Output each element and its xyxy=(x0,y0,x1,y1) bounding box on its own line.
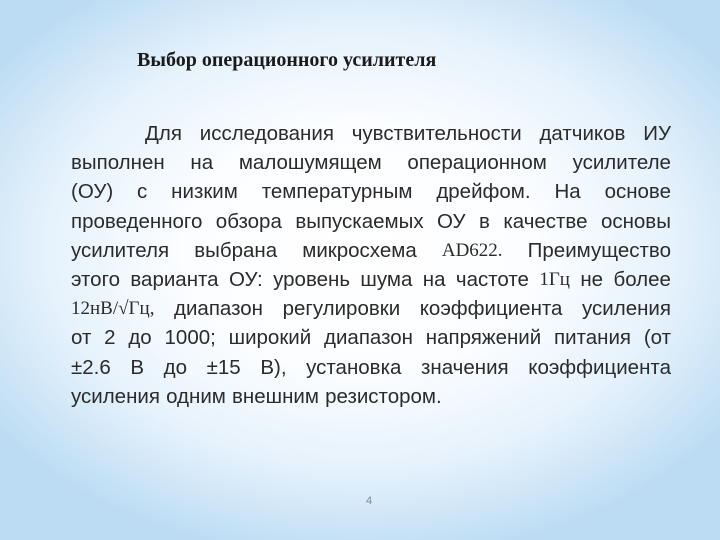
paragraph-word: усиления xyxy=(582,297,671,321)
paragraph-word: напряжений xyxy=(425,326,542,350)
paragraph-word: более xyxy=(613,267,671,291)
paragraph-word: частоте xyxy=(455,267,529,291)
paragraph-word: малошумящем xyxy=(238,151,382,175)
paragraph-word: 12нВ/√Гц, xyxy=(71,298,155,320)
paragraph-word: питания xyxy=(554,326,632,350)
paragraph-word: (от xyxy=(643,326,671,350)
paragraph-word: исследования xyxy=(199,122,334,145)
paragraph-word: от xyxy=(71,326,92,350)
paragraph-word: ±15 xyxy=(206,355,241,379)
paragraph-line xyxy=(71,294,671,323)
paragraph-word: ±2.6 xyxy=(71,355,111,379)
paragraph-word: Для xyxy=(145,122,182,145)
paragraph-word: коэффициента xyxy=(528,355,671,379)
paragraph-word: на xyxy=(190,151,214,175)
paragraph-word: выпускаемых xyxy=(295,209,424,233)
paragraph-line xyxy=(71,119,671,148)
paragraph-word: диапазон xyxy=(174,297,263,321)
paragraph-word: выполнен xyxy=(71,151,165,175)
paragraph-word: внешним xyxy=(232,384,319,408)
paragraph-word: В), xyxy=(260,355,287,379)
paragraph-word: ОУ: xyxy=(228,267,263,291)
paragraph-line xyxy=(71,148,671,177)
paragraph-word: проведенного xyxy=(71,209,203,233)
paragraph-word: 1000; xyxy=(164,326,216,350)
paragraph-word: 1Гц xyxy=(539,268,570,290)
paragraph-word: варианта xyxy=(130,267,219,291)
paragraph-word: шума xyxy=(360,267,413,291)
paragraph-word: не xyxy=(580,267,604,291)
paragraph-word: в xyxy=(479,209,490,233)
paragraph-word: качестве xyxy=(503,209,588,233)
paragraph-word: диапазон xyxy=(324,326,413,350)
paragraph-word: выбрана xyxy=(194,238,278,262)
paragraph-word: ОУ xyxy=(437,209,466,233)
paragraph-word: резистором. xyxy=(325,384,442,408)
paragraph-word: чувствительности xyxy=(351,122,522,145)
paragraph-word: обзора xyxy=(215,209,282,233)
paragraph-word: датчиков xyxy=(539,122,626,145)
paragraph-line xyxy=(71,323,671,352)
paragraph-word: дрейфом. xyxy=(436,180,531,204)
paragraph-word: регулировки xyxy=(282,297,401,321)
paragraph-line xyxy=(71,177,671,206)
paragraph-word: температурным xyxy=(261,180,413,204)
paragraph-word: низким xyxy=(171,180,238,204)
slide-body-paragraph xyxy=(71,119,671,411)
paragraph-word: с xyxy=(137,180,148,204)
page-number: 4 xyxy=(366,495,373,507)
paragraph-word: AD622. xyxy=(441,239,503,261)
paragraph-word: основе xyxy=(604,180,671,204)
paragraph-line xyxy=(71,382,671,411)
paragraph-word: установка xyxy=(306,355,402,379)
paragraph-word: этого xyxy=(71,267,120,291)
slide-title: Выбор операционного усилителя xyxy=(137,49,437,71)
paragraph-word: до xyxy=(128,326,152,350)
paragraph-word: операционном xyxy=(407,151,547,175)
paragraph-line xyxy=(71,207,671,236)
paragraph-word: микросхема xyxy=(302,238,417,262)
paragraph-word: широкий xyxy=(228,326,312,350)
paragraph-word: значения xyxy=(421,355,509,379)
paragraph-word: основы xyxy=(600,209,671,233)
paragraph-word: (ОУ) xyxy=(71,180,114,204)
paragraph-line xyxy=(71,236,671,265)
paragraph-word: На xyxy=(554,180,581,204)
paragraph-word: усилителе xyxy=(572,151,671,175)
paragraph-word: усилителя xyxy=(71,238,170,262)
paragraph-word: одним xyxy=(166,384,226,408)
paragraph-word: уровень xyxy=(273,267,351,291)
paragraph-line xyxy=(71,265,671,294)
paragraph-word: до xyxy=(163,355,188,379)
paragraph-word: Преимущество xyxy=(527,238,671,262)
paragraph-word: усиления xyxy=(71,384,160,408)
paragraph-word: 2 xyxy=(104,326,116,350)
paragraph-word: В xyxy=(130,355,145,379)
paragraph-line xyxy=(71,353,671,382)
paragraph-word: коэффициента xyxy=(419,297,563,321)
paragraph-word: на xyxy=(422,267,446,291)
paragraph-word: ИУ xyxy=(643,122,671,145)
